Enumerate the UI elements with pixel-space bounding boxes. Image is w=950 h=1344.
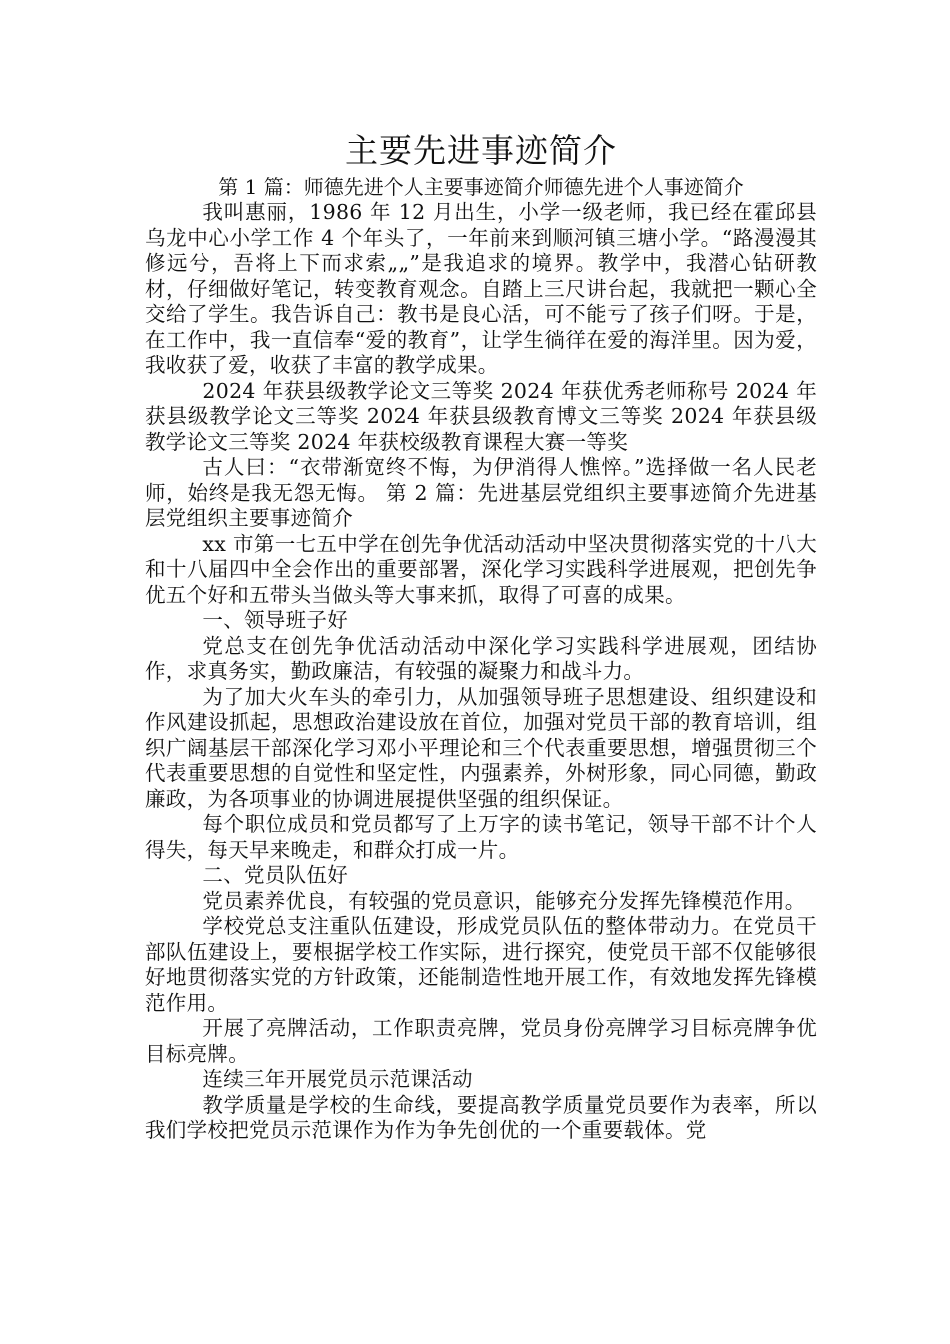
paragraph-leadership: 党总支在创先争优活动活动中深化学习实践科学进展观，团结协作，求真务实，勤政廉洁，有较强的凝聚力和战斗力。 — [145, 633, 817, 683]
paragraph-notes: 每个职位成员和党员都写了上万字的读书笔记，领导干部不计个人得失，每天早来晚走，和群众打成一片。 — [145, 812, 817, 862]
section-heading-demo-class: 连续三年开展党员示范课活动 — [202, 1067, 473, 1091]
document-title: 主要先进事迹简介 — [345, 131, 617, 170]
paragraph-members: 党员素养优良，有较强的党员意识，能够充分发挥先锋模范作用。 — [202, 888, 806, 913]
section-heading-members: 二、党员队伍好 — [202, 863, 348, 887]
paragraph-teaching-quality: 教学质量是学校的生命线，要提高教学质量党员要作为表率，所以我们学校把党员示范课作为作为争先创优的一个重要载体。党 — [145, 1092, 817, 1142]
section-heading-leadership: 一、领导班子好 — [202, 608, 348, 632]
paragraph-school: xx 市第一七五中学在创先争优活动活动中坚决贯彻落实党的十八大和十八届四中全会作出的重要部署，深化学习实践科学进展观，把创先争优五个好和五带头当做头等大事来抓，取得了可喜的成果。 — [145, 531, 817, 607]
paragraph-badges: 开展了亮牌活动，工作职责亮牌，党员身份亮牌学习目标亮牌争优目标亮牌。 — [145, 1016, 817, 1066]
paragraph-awards: 2024 年获县级教学论文三等奖 2024 年获优秀老师称号 2024 年获县级教学论文三等奖 2024 年获县级教育博文三等奖 2024 年获县级教学论文三等奖 2024 年获校级教育课程大赛一等奖 — [145, 378, 817, 454]
paragraph-leadership-detail: 为了加大火车头的牵引力，从加强领导班子思想建设、组织建设和作风建设抓起，思想政治建设放在首位，加强对党员干部的教育培训，组织广阔基层干部深化学习邓小平理论和三个代表重要思想，增强贯彻三个代表重要思想的自觉性和坚定性，内强素养，外树形象，同心同德，勤政廉政，为各项事业的协调进展提供坚强的组织保证。 — [145, 684, 817, 811]
paragraph-quote: 古人曰：“衣带渐宽终不悔，为伊消得人憔悴。”选择做一名人民老师，始终是我无怨无悔。 第 2 篇：先进基层党组织主要事迹简介先进基层党组织主要事迹简介 — [145, 455, 817, 530]
paragraph-intro: 我叫惠丽，1986 年 12 月出生，小学一级老师，我已经在霍邱县乌龙中心小学工作 4 个年头了，一年前来到顺河镇三塘小学。“路漫漫其修远兮，吾将上下而求索„„”是我追求的境界。教学中，我潜心钻研教材，仔细做好笔记，转变教育观念。自踏上三尺讲台起，我就把一颗心全交给了学生。我告诉自己：教书是良心活，可不能亏了孩子们呀。于是，在工作中，我一直信奉“爱的教育”，让学生徜徉在爱的海洋里。因为爱，我收获了爱，收获了丰富的教学成果。 — [145, 200, 817, 377]
paragraph-team-building: 学校党总支注重队伍建设，形成党员队伍的整体带动力。在党员干部队伍建设上，要根据学校工作实际，进行探究，使党员干部不仅能够很好地贯彻落实党的方针政策，还能制造性地开展工作，有效地发挥先锋模范作用。 — [145, 914, 817, 1015]
document-subtitle: 第 1 篇：师德先进个人主要事迹简介师德先进个人事迹简介 — [218, 175, 744, 199]
document-page — [145, 128, 817, 1144]
